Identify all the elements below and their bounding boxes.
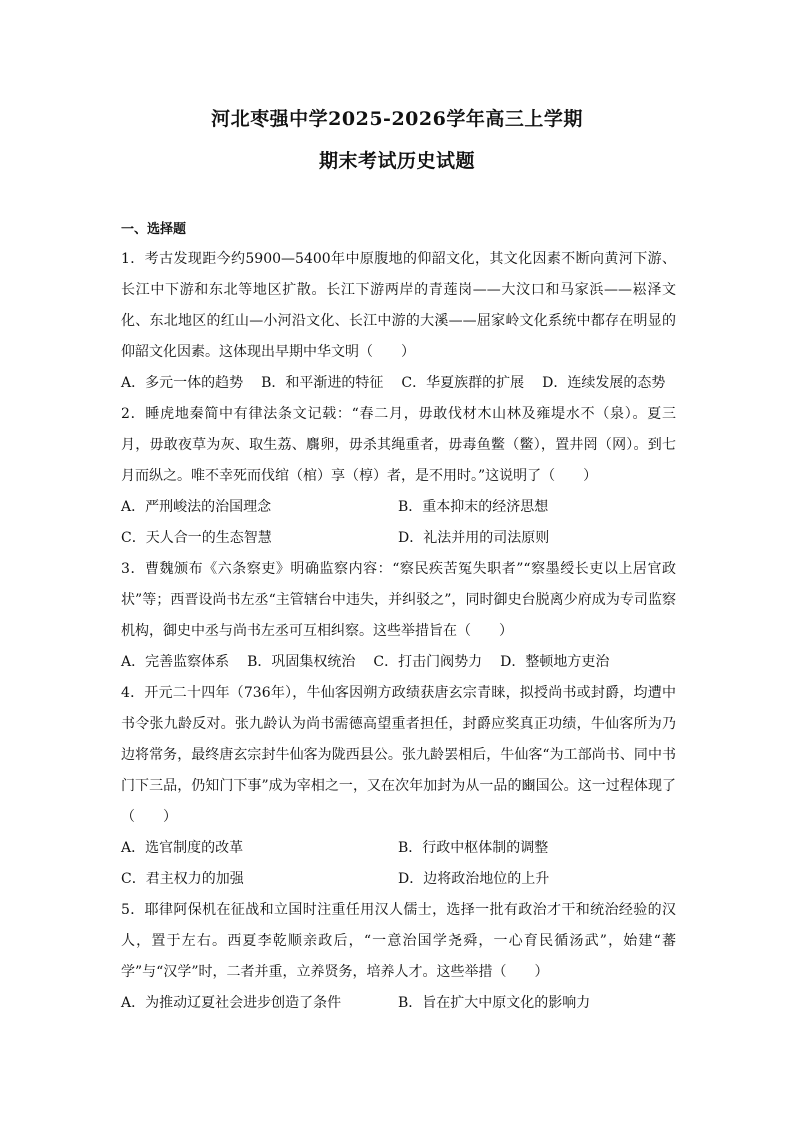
question-4-option-b: B．行政中枢体制的调整 bbox=[398, 840, 549, 856]
question-2-option-c: C．天人合一的生态智慧 bbox=[121, 530, 272, 546]
question-3-option-a: A．完善监察体系 bbox=[121, 654, 230, 670]
question-1-option-d: D．连续发展的态势 bbox=[542, 375, 666, 391]
question-4-stem: 4．开元二十四年（736年），牛仙客因朔方政绩获唐玄宗青睐，拟授尚书或封爵，均遭中书令张九龄反对。张九龄认为尚书需德高望重者担任，封爵应奖真正功绩，牛仙客所为乃边将常务，最终唐玄宗封牛仙客为陇西县公。张九龄罢相后，牛仙客“为工部尚书、同中书门下三品，仍知门下事”成为宰相之一，又在次年加封为从一品的豳国公。这一过程体现了（ ） bbox=[121, 685, 676, 825]
exam-title-line1: 河北枣强中学2025-2026学年高三上学期 bbox=[211, 108, 583, 130]
question-3-option-c: C．打击门阀势力 bbox=[373, 654, 483, 670]
question-3-option-b: B．巩固集权统治 bbox=[247, 654, 356, 670]
question-4-options bbox=[121, 833, 676, 895]
question-1-option-c: C．华夏族群的扩展 bbox=[401, 375, 525, 391]
section-heading: 一、选择题 bbox=[121, 222, 187, 237]
question-4-option-c: C．君主权力的加强 bbox=[121, 871, 244, 887]
question-3-options bbox=[121, 647, 676, 678]
question-5-option-a: A．为推动辽夏社会进步创造了条件 bbox=[121, 995, 342, 1011]
question-2-stem: 2．睡虎地秦简中有律法条文记载：“春二月，毋敢伐材木山林及雍堤水不（泉）。夏三月，毋敢夜草为灰、取生荔、麛卵，毋杀其绳重者，毋毒鱼鳖（鳖），置井罔（网）。到七月而纵之。唯不幸死而伐绾（棺）享（椁）者，是不用时。”这说明了（ ） bbox=[121, 406, 676, 484]
question-1-option-b: B．和平渐进的特征 bbox=[261, 375, 384, 391]
question-2-options bbox=[121, 492, 676, 554]
question-list bbox=[121, 244, 676, 1019]
question-3-stem: 3．曹魏颁布《六条察吏》明确监察内容：“察民疾苦冤失职者”“察墨绶长吏以上居官政状”等；西晋设尚书左丞“主管辖台中违失，并纠驳之”，同时御史台脱离少府成为专司监察机构，御史中丞与尚书左丞可互相纠察。这些举措旨在（ ） bbox=[121, 561, 676, 639]
question-2-option-b: B．重本抑末的经济思想 bbox=[398, 499, 549, 515]
question-5-options bbox=[121, 988, 676, 1019]
question-1-options bbox=[121, 368, 676, 399]
question-5-option-b: B．旨在扩大中原文化的影响力 bbox=[398, 995, 591, 1011]
question-3-option-d: D．整顿地方吏治 bbox=[500, 654, 610, 670]
question-1-option-a: A．多元一体的趋势 bbox=[121, 375, 244, 391]
question-4-option-d: D．边将政治地位的上升 bbox=[398, 871, 550, 887]
question-2-option-d: D．礼法并用的司法原则 bbox=[398, 530, 550, 546]
question-4-option-a: A．选官制度的改革 bbox=[121, 840, 244, 856]
question-1-stem: 1．考古发现距今约5900—5400年中原腹地的仰韶文化，其文化因素不断向黄河下游、长江中下游和东北等地区扩散。长江下游两岸的青莲岗——大汶口和马家浜——崧泽文化、东北地区的红山—小河沿文化、长江中游的大溪——屈家岭文化系统中都存在明显的仰韶文化因素。这体现出早期中华文明（ ） bbox=[121, 251, 676, 360]
question-2-option-a: A．严刑峻法的治国理念 bbox=[121, 499, 272, 515]
question-5-stem: 5．耶律阿保机在征战和立国时注重任用汉人儒士，选择一批有政治才干和统治经验的汉人，置于左右。西夏李乾顺亲政后，“一意治国学尧舜，一心育民循汤武”，始建“蕃学”与“汉学”时，二者并重，立养贤务，培养人才。这些举措（ ） bbox=[121, 902, 676, 980]
exam-title-line2: 期末考试历史试题 bbox=[318, 150, 475, 172]
